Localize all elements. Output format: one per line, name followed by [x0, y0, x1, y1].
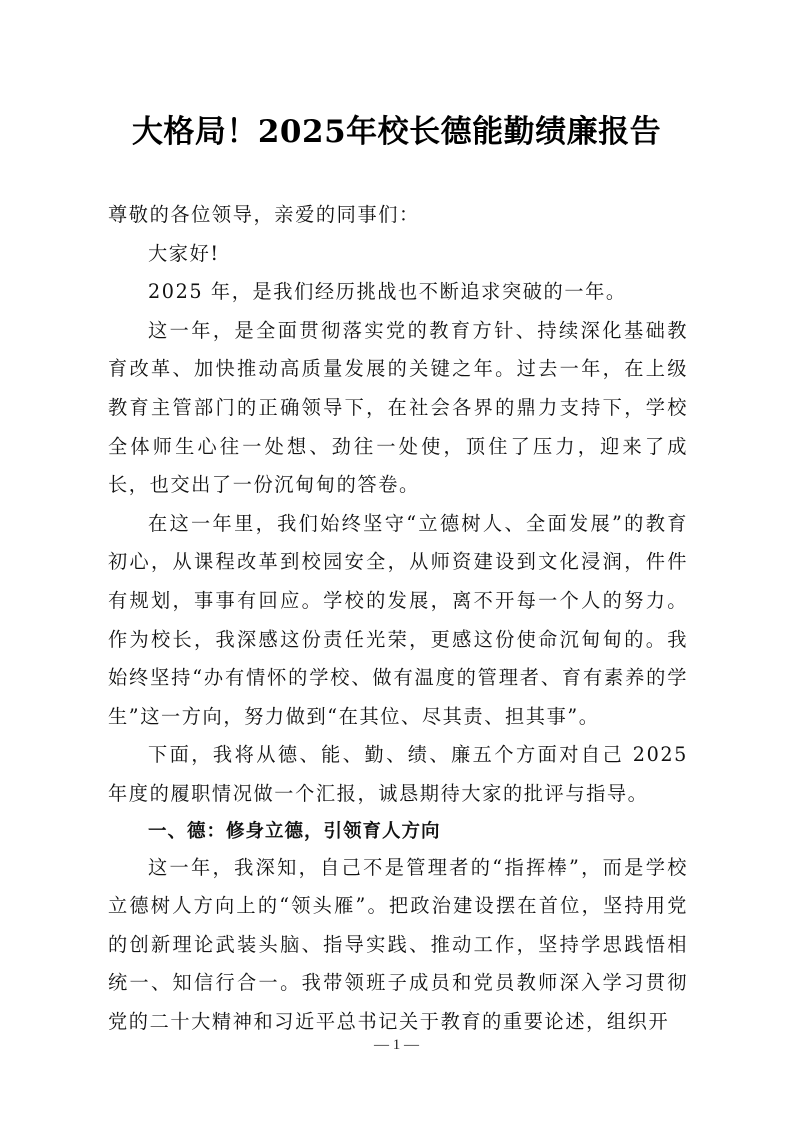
page-number: — 1 —: [374, 1037, 419, 1053]
salutation: 尊敬的各位领导，亲爱的同事们：: [108, 203, 420, 226]
body-paragraph: 下面，我将从德、能、勤、绩、廉五个方面对自己 2025 年度的履职情况做一个汇报，诚恳期待大家的批评与指导。: [108, 743, 688, 805]
body-paragraph: 2025 年，是我们经历挑战也不断追求突破的一年。: [148, 280, 627, 304]
body-paragraph: 在这一年里，我们始终坚守“立德树人、全面发展”的教育初心，从课程改革到校园安全，从师资建设到文化浸润，件件有规划，事事有回应。学校的发展，离不开每一个人的努力。作为校长，我深感这份责任光荣，更感这份使命沉甸甸的。我始终坚持“办有情怀的学校、做有温度的管理者、育有素养的学生”这一方向，努力做到“在其位、尽其责、担其事”。: [108, 511, 688, 728]
body-paragraph: 这一年，我深知，自己不是管理者的“指挥棒”，而是学校立德树人方向上的“领头雁”。把政治建设摆在首位，坚持用党的创新理论武装头脑、指导实践、推动工作，坚持学思践悟相统一、知信行合一。我带领班子成员和党员教师深入学习贯彻党的二十大精神和习近平总书记关于教育的重要论述，组织开: [108, 855, 688, 1033]
greeting-paragraph: 大家好!: [148, 241, 220, 265]
document-title: 大格局！2025年校长德能勤绩廉报告: [131, 114, 662, 150]
section-heading: 一、德：修身立德，引领育人方向: [148, 820, 441, 842]
document-body: [108, 196, 688, 1041]
body-paragraph: 这一年，是全面贯彻落实党的教育方针、持续深化基础教育改革、加快推动高质量发展的关键之年。过去一年，在上级教育主管部门的正确领导下，在社会各界的鼎力支持下，学校全体师生心往一处想、劲往一处使，顶住了压力，迎来了成长，也交出了一份沉甸甸的答卷。: [108, 318, 688, 497]
